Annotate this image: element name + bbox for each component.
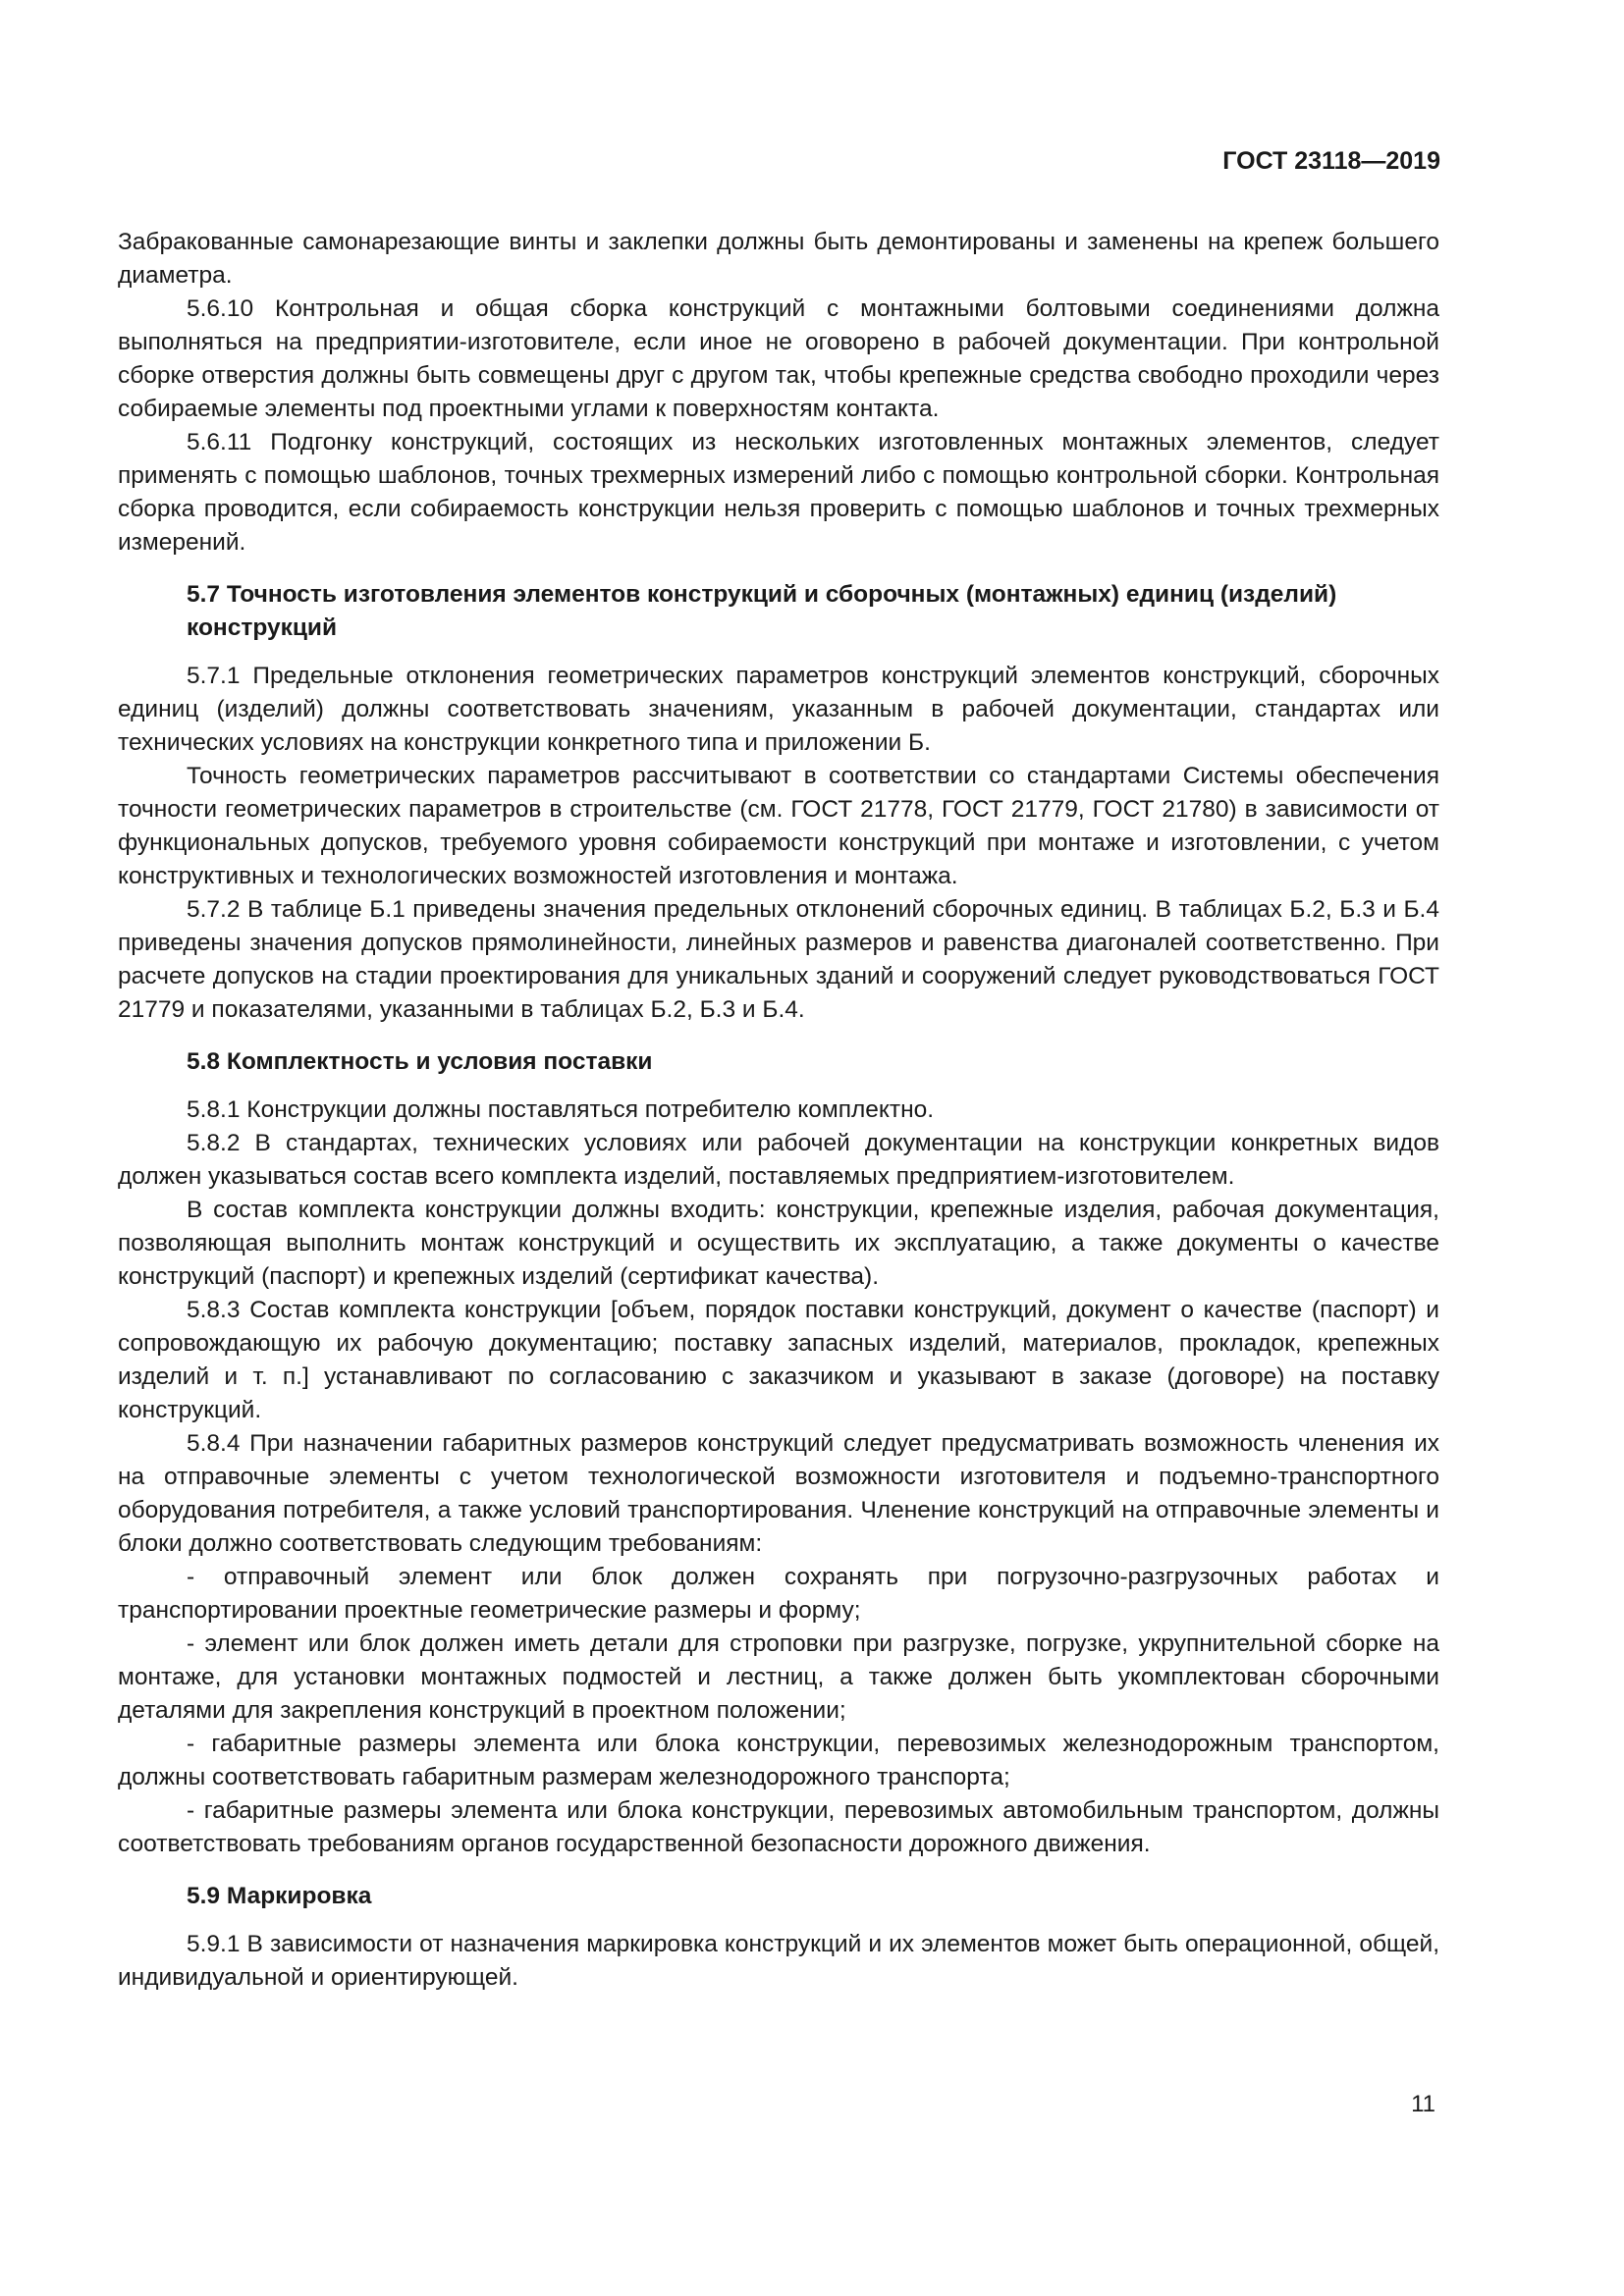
list-item-slinging-details: - элемент или блок должен иметь детали для строповки при разгрузке, погрузке, укрупнительной сборке на монтаже, для установки монтажных подмостей и лестниц, а также должен быть укомплектован сборочными деталями для закрепления конструкций в проектном положении; — [118, 1630, 1439, 1724]
paragraph-continuation: Забракованные самонарезающие винты и заклепки должны быть демонтированы и заменены на крепеж большего диаметра. — [118, 229, 1439, 289]
list-item-shipping-element: - отправочный элемент или блок должен сохранять при погрузочно-разгрузочных работах и транспортировании проектные геометрические размеры и форму; — [118, 1564, 1439, 1624]
paragraph-kit-composition: В состав комплекта конструкции должны входить: конструкции, крепежные изделия, рабочая документация, позволяющая выполнить монтаж конструкций и осуществить их эксплуатацию, а также документы о качестве конструкций (паспорт) и крепежных изделий (сертификат качества). — [118, 1197, 1439, 1290]
paragraph-5-9-1: 5.9.1 В зависимости от назначения маркировка конструкций и их элементов может быть операционной, общей, индивидуальной и ориентирующей. — [118, 1931, 1439, 1991]
paragraph-5-8-2: 5.8.2 В стандартах, технических условиях или рабочей документации на конструкции конкретных видов должен указываться состав всего комплекта изделий, поставляемых предприятием-изготовителем. — [118, 1130, 1439, 1190]
paragraph-5-6-11: 5.6.11 Подгонку конструкций, состоящих из нескольких изготовленных монтажных элементов, следует применять с помощью шаблонов, точных трехмерных измерений либо с помощью контрольной сборки. Контрольная сборка проводится, если собираемость конструкции нельзя проверить с помощью шаблонов и точных трехмерных измерений. — [118, 429, 1439, 556]
section-heading-5-9: 5.9 Маркировка — [187, 1883, 372, 1909]
section-heading-5-8: 5.8 Комплектность и условия поставки — [187, 1048, 653, 1075]
paragraph-5-7-2: 5.7.2 В таблице Б.1 приведены значения предельных отклонений сборочных единиц. В таблицах Б.2, Б.3 и Б.4 приведены значения допусков прямолинейности, линейных размеров и равенства диагоналей соответственно. При расчете допусков на стадии проектирования для уникальных зданий и сооружений следует руководствоваться ГОСТ 21779 и показателями, указанными в таблицах Б.2, Б.3 и Б.4. — [118, 896, 1439, 1023]
document-body — [118, 226, 1439, 1995]
paragraph-geometric-accuracy: Точность геометрических параметров рассчитывают в соответствии со стандартами Системы обеспечения точности геометрических параметров в строительстве (см. ГОСТ 21778, ГОСТ 21779, ГОСТ 21780) в зависимости от функциональных допусков, требуемого уровня собираемости конструкций при монтаже и изготовлении, с учетом конструктивных и технологических возможностей изготовления и монтажа. — [118, 763, 1439, 889]
document-id-header: ГОСТ 23118—2019 — [1222, 147, 1440, 175]
paragraph-5-6-10: 5.6.10 Контрольная и общая сборка конструкций с монтажными болтовыми соединениями должна выполняться на предприятии-изготовителе, если иное не оговорено в рабочей документации. При контрольной сборке отверстия должны быть совмещены друг с другом так, чтобы крепежные средства свободно проходили через собираемые элементы под проектными углами к поверхностям контакта. — [118, 295, 1439, 422]
list-item-railway-dimensions: - габаритные размеры элемента или блока конструкции, перевозимых железнодорожным транспортом, должны соответствовать габаритным размерам железнодорожного транспорта; — [118, 1731, 1439, 1790]
list-item-road-dimensions: - габаритные размеры элемента или блока конструкции, перевозимых автомобильным транспортом, должны соответствовать требованиям органов государственной безопасности дорожного движения. — [118, 1797, 1439, 1857]
section-heading-5-7: 5.7 Точность изготовления элементов конструкций и сборочных (монтажных) единиц (изделий) конструкций — [187, 581, 1337, 641]
paragraph-5-8-3: 5.8.3 Состав комплекта конструкции [объем, порядок поставки конструкций, документ о качестве (паспорт) и сопровождающую их рабочую документацию; поставку запасных изделий, материалов, прокладок, крепежных изделий и т. п.] устанавливают по согласованию с заказчиком и указывают в заказе (договоре) на поставку конструкций. — [118, 1297, 1439, 1423]
paragraph-5-8-1: 5.8.1 Конструкции должны поставляться потребителю комплектно. — [187, 1096, 935, 1123]
paragraph-5-8-4: 5.8.4 При назначении габаритных размеров конструкций следует предусматривать возможность членения их на отправочные элементы с учетом технологической возможности изготовителя и подъемно-транспортного оборудования потребителя, а также условий транспортирования. Членение конструкций на отправочные элементы и блоки должно соответствовать следующим требованиям: — [118, 1430, 1439, 1557]
page-number: 11 — [1411, 2091, 1435, 2117]
paragraph-5-7-1: 5.7.1 Предельные отклонения геометрических параметров конструкций элементов конструкций, сборочных единиц (изделий) должны соответствовать значениям, указанным в рабочей документации, стандартах или технических условиях на конструкции конкретного типа и приложении Б. — [118, 663, 1439, 756]
